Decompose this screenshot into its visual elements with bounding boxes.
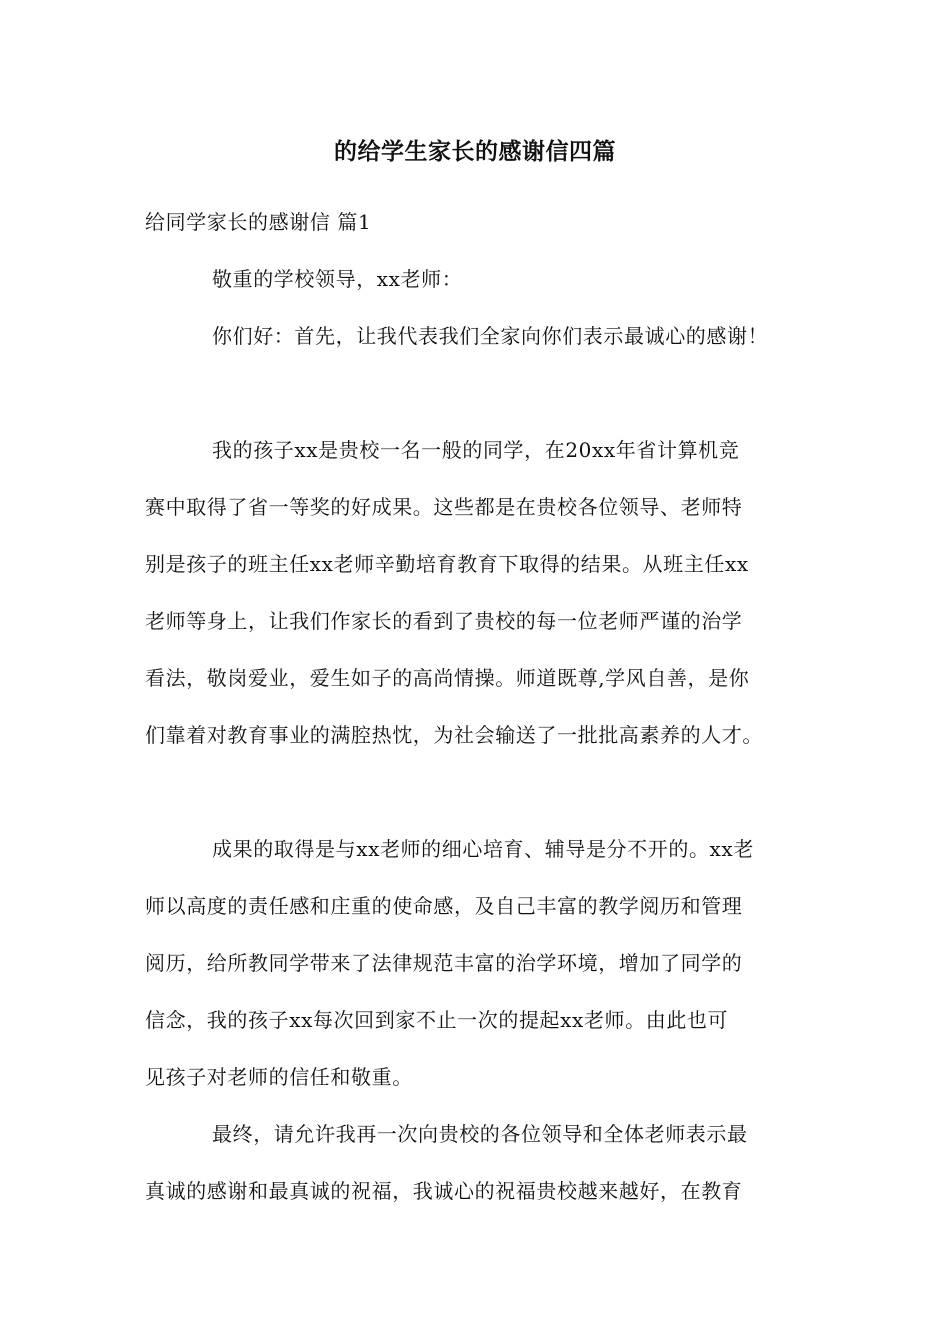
greeting: 你们好：首先，让我代表我们全家向你们表示最诚心的感谢！ [212, 324, 769, 348]
section-heading: 给同学家长的感谢信 篇1 [145, 210, 372, 234]
paragraph2-line: 成果的取得是与xx老师的细心培育、辅导是分不开的。xx老 [212, 837, 754, 861]
document-title: 的给学生家长的感谢信四篇 [334, 138, 616, 165]
paragraph2-line: 师以高度的责任感和庄重的使命感，及自己丰富的教学阅历和管理 [145, 894, 743, 918]
paragraph3-line: 最终，请允许我再一次向贵校的各位领导和全体老师表示最 [212, 1122, 748, 1146]
paragraph2-line: 阅历，给所教同学带来了法律规范丰富的治学环境，增加了同学的 [145, 951, 743, 975]
paragraph1-line: 老师等身上，让我们作家长的看到了贵校的每一位老师严谨的治学 [145, 609, 743, 633]
paragraph1-line: 看法，敬岗爱业，爱生如子的高尚情操。师道既尊,学风自善，是你 [145, 666, 750, 690]
paragraph1-line: 我的孩子xx是贵校一名一般的同学，在20xx年省计算机竞 [212, 438, 740, 462]
paragraph3-line: 真诚的感谢和最真诚的祝福，我诚心的祝福贵校越来越好，在教育 [145, 1179, 743, 1203]
paragraph1-line: 别是孩子的班主任xx老师辛勤培育教育下取得的结果。从班主任xx [145, 552, 749, 576]
salutation: 敬重的学校领导，xx老师： [212, 267, 463, 291]
paragraph1-line: 赛中取得了省一等奖的好成果。这些都是在贵校各位领导、老师特 [145, 495, 743, 519]
paragraph2-line: 信念，我的孩子xx每次回到家不止一次的提起xx老师。由此也可 [145, 1008, 729, 1032]
paragraph2-line: 见孩子对老师的信任和敬重。 [145, 1065, 413, 1089]
paragraph1-line: 们靠着对教育事业的满腔热忱，为社会输送了一批批高素养的人才。 [145, 723, 763, 747]
